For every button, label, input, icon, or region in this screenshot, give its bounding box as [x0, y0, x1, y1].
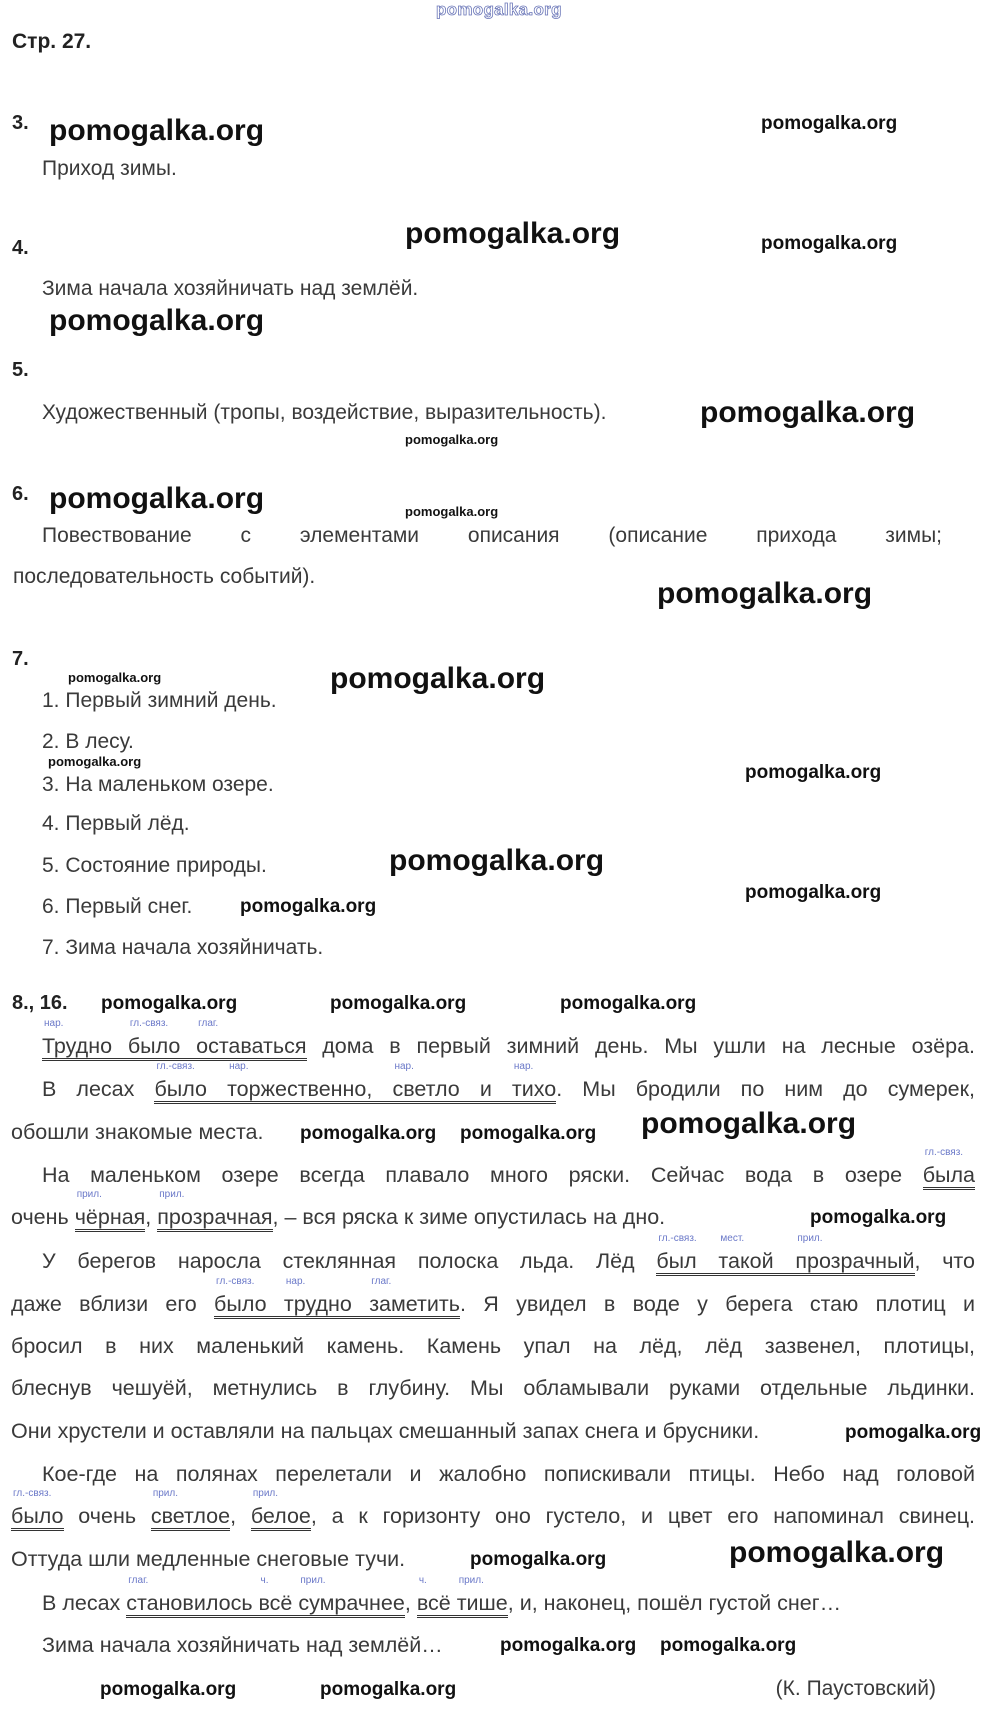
segment-text: было: [214, 1292, 284, 1316]
text-line: [11, 1488, 975, 1529]
segment-text: трудно: [283, 1292, 370, 1316]
text-segment: [42, 1249, 656, 1273]
text-line: [11, 1420, 759, 1444]
underlined-predicate: [718, 1233, 796, 1276]
watermark: pomogalka.org: [405, 504, 499, 519]
part-of-speech-label: гл.-связ.: [658, 1233, 697, 1244]
part-of-speech-label: прил.: [252, 1488, 279, 1499]
text-line: [11, 1377, 975, 1401]
task-3-answer: Приход зимы.: [42, 157, 177, 180]
task-3-number: 3.: [12, 112, 29, 134]
part-of-speech-label: гл.-связ.: [13, 1488, 52, 1499]
part-of-speech-label: глаг.: [371, 1276, 392, 1287]
watermark: pomogalka.org: [761, 113, 898, 134]
watermark: pomogalka.org: [101, 993, 238, 1014]
text-segment: [915, 1249, 975, 1273]
text-line: [11, 1121, 264, 1145]
watermark: pomogalka.org: [560, 993, 697, 1014]
underlined-predicate: [656, 1233, 719, 1276]
watermark: pomogalka.org: [389, 844, 605, 877]
watermark: pomogalka.org: [745, 882, 882, 903]
segment-text: бросил в них маленький камень. Камень упал на лёд, лёд зазвенел, плотицы,: [11, 1334, 975, 1358]
watermark: pomogalka.org: [761, 233, 898, 254]
segment-text: белое: [250, 1504, 311, 1528]
part-of-speech-label: прил.: [76, 1189, 102, 1200]
underlined-predicate: [511, 1061, 557, 1104]
task-6-number: 6.: [12, 483, 29, 505]
part-of-speech-label: гл.-связ.: [216, 1276, 255, 1287]
text-segment: [11, 1120, 264, 1144]
text-line: [11, 1335, 975, 1359]
segment-text: тихо: [511, 1077, 557, 1101]
watermark: pomogalka.org: [460, 1123, 597, 1144]
underlined-predicate: [196, 1018, 307, 1061]
segment-text: светло и: [392, 1077, 512, 1101]
part-of-speech-label: прил.: [300, 1575, 326, 1586]
text-segment: [460, 1292, 975, 1316]
part-of-speech-label: глаг.: [198, 1018, 219, 1029]
text-segment: [145, 1205, 157, 1229]
text-segment: [311, 1504, 975, 1528]
segment-text: Оттуда шли медленные снеговые тучи.: [11, 1547, 406, 1571]
watermark: pomogalka.org: [729, 1536, 945, 1569]
task-5-number: 5.: [12, 359, 29, 381]
part-of-speech-label: нар.: [513, 1061, 534, 1072]
segment-text: дома в первый зимний день. Мы ушли на лесные озёра.: [306, 1034, 975, 1058]
part-of-speech-label: нар.: [229, 1061, 249, 1072]
text-segment: [42, 1077, 154, 1101]
segment-text: Кое-где на полянах перелетали и жалобно попискивали птицы. Небо над головой: [42, 1462, 975, 1486]
underlined-predicate: [11, 1488, 64, 1531]
text-line: [11, 1189, 666, 1230]
segment-text: , и, наконец, пошёл густой снег…: [507, 1591, 842, 1615]
segment-text: было: [154, 1077, 228, 1101]
underlined-predicate: [250, 1488, 311, 1531]
text-segment: [273, 1205, 666, 1229]
watermark: pomogalka.org: [745, 762, 882, 783]
watermark: pomogalka.org: [660, 1635, 797, 1656]
page-title: Стр. 27.: [12, 30, 92, 53]
text-segment: [64, 1504, 151, 1528]
underlined-predicate: [416, 1575, 457, 1618]
text-segment: [11, 1376, 975, 1400]
text-line: [42, 1575, 842, 1616]
watermark: pomogalka.org: [641, 1107, 857, 1140]
part-of-speech-label: нар.: [44, 1018, 64, 1029]
segment-text: , что: [914, 1249, 975, 1273]
segment-text: блеснув чешуёй, метнулись в глубину. Мы обламывали руками отдельные льдинки.: [11, 1376, 975, 1400]
watermark: pomogalka.org: [49, 114, 265, 147]
segment-text: У берегов наросла стеклянная полоска льда. Лёд: [42, 1249, 657, 1273]
task-4-number: 4.: [12, 237, 29, 259]
plan-item: 6. Первый снег.: [42, 895, 193, 918]
watermark: pomogalka.org: [100, 1679, 237, 1700]
underlined-predicate: [369, 1276, 460, 1319]
plan-item: 1. Первый зимний день.: [42, 689, 277, 712]
watermark: pomogalka.org: [320, 1679, 457, 1700]
underlined-predicate: [227, 1061, 393, 1104]
underlined-predicate: [283, 1276, 370, 1319]
segment-text: , – вся ряска к зиме опустилась на дно.: [272, 1205, 666, 1229]
segment-text: оставаться: [196, 1034, 307, 1058]
watermark: pomogalka.org: [68, 670, 162, 685]
plan-item: 3. На маленьком озере.: [42, 773, 274, 796]
text-segment: [11, 1419, 759, 1443]
segment-text: была: [922, 1163, 975, 1187]
segment-text: Зима начала хозяйничать над землёй…: [42, 1633, 443, 1657]
text-segment: [42, 1163, 923, 1187]
part-of-speech-label: нар.: [285, 1276, 306, 1287]
text-line: [42, 1018, 975, 1059]
segment-text: ,: [230, 1504, 251, 1528]
watermark: pomogalka.org: [330, 993, 467, 1014]
underlined-predicate: [922, 1147, 975, 1190]
part-of-speech-label: ч.: [418, 1575, 427, 1586]
underlined-predicate: [214, 1276, 284, 1319]
text-line: [42, 1061, 975, 1102]
segment-text: становилось: [126, 1591, 259, 1615]
task-8-number: 8., 16.: [12, 992, 68, 1014]
segment-text: В лесах: [42, 1591, 127, 1615]
underlined-predicate: [298, 1575, 405, 1618]
segment-text: светлое: [150, 1504, 231, 1528]
segment-text: , а к горизонту оно густело, и цвет его напоминал свинец.: [310, 1504, 975, 1528]
text-segment: [42, 1591, 126, 1615]
text-line: [42, 1634, 443, 1658]
segment-text: . Мы бродили по ним до сумерек,: [556, 1077, 975, 1101]
underlined-predicate: [392, 1061, 512, 1104]
text-segment: [307, 1034, 976, 1058]
watermark: pomogalka.org: [49, 482, 265, 515]
segment-text: торжественно,: [227, 1077, 393, 1101]
segment-text: ,: [404, 1591, 417, 1615]
task-7-number: 7.: [12, 648, 29, 670]
segment-text: В лесах: [42, 1077, 155, 1101]
watermark: pomogalka.org: [845, 1422, 982, 1443]
watermark: pomogalka.org: [240, 896, 377, 917]
text-segment: [11, 1292, 214, 1316]
part-of-speech-label: нар.: [394, 1061, 414, 1072]
part-of-speech-label: прил.: [152, 1488, 179, 1499]
watermark: pomogalka.org: [405, 217, 621, 250]
part-of-speech-label: мест.: [720, 1233, 745, 1244]
plan-item: 7. Зима начала хозяйничать.: [42, 936, 324, 959]
part-of-speech-label: глаг.: [128, 1575, 149, 1586]
watermark: pomogalka.org: [810, 1207, 947, 1228]
watermark: pomogalka.org: [300, 1123, 437, 1144]
underlined-predicate: [154, 1061, 228, 1104]
header-watermark: pomogalka.org: [436, 0, 562, 19]
task-6-answer-line2: последовательность событий).: [13, 565, 316, 588]
segment-text: чёрная: [74, 1205, 146, 1229]
watermark: pomogalka.org: [330, 662, 546, 695]
segment-text: . Я увидел в воде у берега стаю плотиц и: [459, 1292, 975, 1316]
underlined-predicate: [42, 1018, 128, 1061]
underlined-predicate: [127, 1018, 197, 1061]
underlined-predicate: [74, 1189, 146, 1232]
segment-text: очень: [11, 1205, 75, 1229]
segment-text: заметить: [369, 1292, 460, 1316]
text-segment: [42, 1633, 443, 1657]
text-line: [42, 1233, 975, 1274]
underlined-predicate: [150, 1488, 231, 1531]
part-of-speech-label: ч.: [260, 1575, 269, 1586]
part-of-speech-label: гл.-связ.: [129, 1018, 169, 1029]
segment-text: даже вблизи его: [11, 1292, 215, 1316]
watermark: pomogalka.org: [500, 1635, 637, 1656]
underlined-predicate: [795, 1233, 915, 1276]
part-of-speech-label: прил.: [159, 1189, 185, 1200]
segment-text: прозрачная: [157, 1205, 273, 1229]
text-line: [42, 1147, 975, 1188]
segment-text: Трудно: [42, 1034, 128, 1058]
part-of-speech-label: прил.: [797, 1233, 823, 1244]
segment-text: было: [11, 1504, 64, 1528]
watermark: pomogalka.org: [48, 754, 142, 769]
text-segment: [405, 1591, 417, 1615]
text-line: [11, 1276, 975, 1317]
task-5-answer: Художественный (тропы, воздействие, выразительность).: [42, 401, 607, 424]
underlined-predicate: [157, 1189, 273, 1232]
text-line: [11, 1548, 405, 1572]
segment-text: Они хрустели и оставляли на пальцах смешанный запах снега и брусники.: [11, 1419, 760, 1443]
text-segment: [230, 1504, 251, 1528]
segment-text: прозрачный: [795, 1249, 915, 1273]
part-of-speech-label: гл.-связ.: [924, 1147, 964, 1158]
text-segment: [508, 1591, 841, 1615]
segment-text: сумрачнее: [298, 1591, 405, 1615]
text-segment: [42, 1462, 975, 1486]
text-segment: [11, 1334, 975, 1358]
task-4-answer: Зима начала хозяйничать над землёй.: [42, 277, 419, 300]
segment-text: всё: [416, 1591, 457, 1615]
part-of-speech-label: прил.: [458, 1575, 484, 1586]
text-segment: [556, 1077, 975, 1101]
watermark: pomogalka.org: [700, 396, 916, 429]
underlined-predicate: [258, 1575, 299, 1618]
segment-text: тише: [456, 1591, 508, 1615]
author: (К. Паустовский): [775, 1677, 936, 1700]
segment-text: На маленьком озере всегда плавало много ряски. Сейчас вода в озере: [42, 1163, 923, 1187]
text-segment: [11, 1547, 405, 1571]
part-of-speech-label: гл.-связ.: [156, 1061, 195, 1072]
watermark: pomogalka.org: [657, 577, 873, 610]
segment-text: ,: [145, 1205, 158, 1229]
underlined-predicate: [456, 1575, 508, 1618]
segment-text: всё: [258, 1591, 299, 1615]
task-6-answer-line1: Повествование с элементами описания (описание прихода зимы;: [42, 524, 942, 547]
underlined-predicate: [126, 1575, 259, 1618]
segment-text: такой: [718, 1249, 796, 1273]
watermark: pomogalka.org: [49, 304, 265, 337]
segment-text: обошли знакомые места.: [11, 1120, 264, 1144]
segment-text: очень: [63, 1504, 151, 1528]
text-line: [42, 1463, 975, 1487]
plan-item: 5. Состояние природы.: [42, 854, 267, 877]
segment-text: был: [656, 1249, 719, 1273]
plan-item: 2. В лесу.: [42, 730, 134, 753]
segment-text: было: [127, 1034, 197, 1058]
watermark: pomogalka.org: [470, 1549, 607, 1570]
plan-item: 4. Первый лёд.: [42, 812, 190, 835]
text-segment: [11, 1205, 75, 1229]
watermark: pomogalka.org: [405, 432, 499, 447]
